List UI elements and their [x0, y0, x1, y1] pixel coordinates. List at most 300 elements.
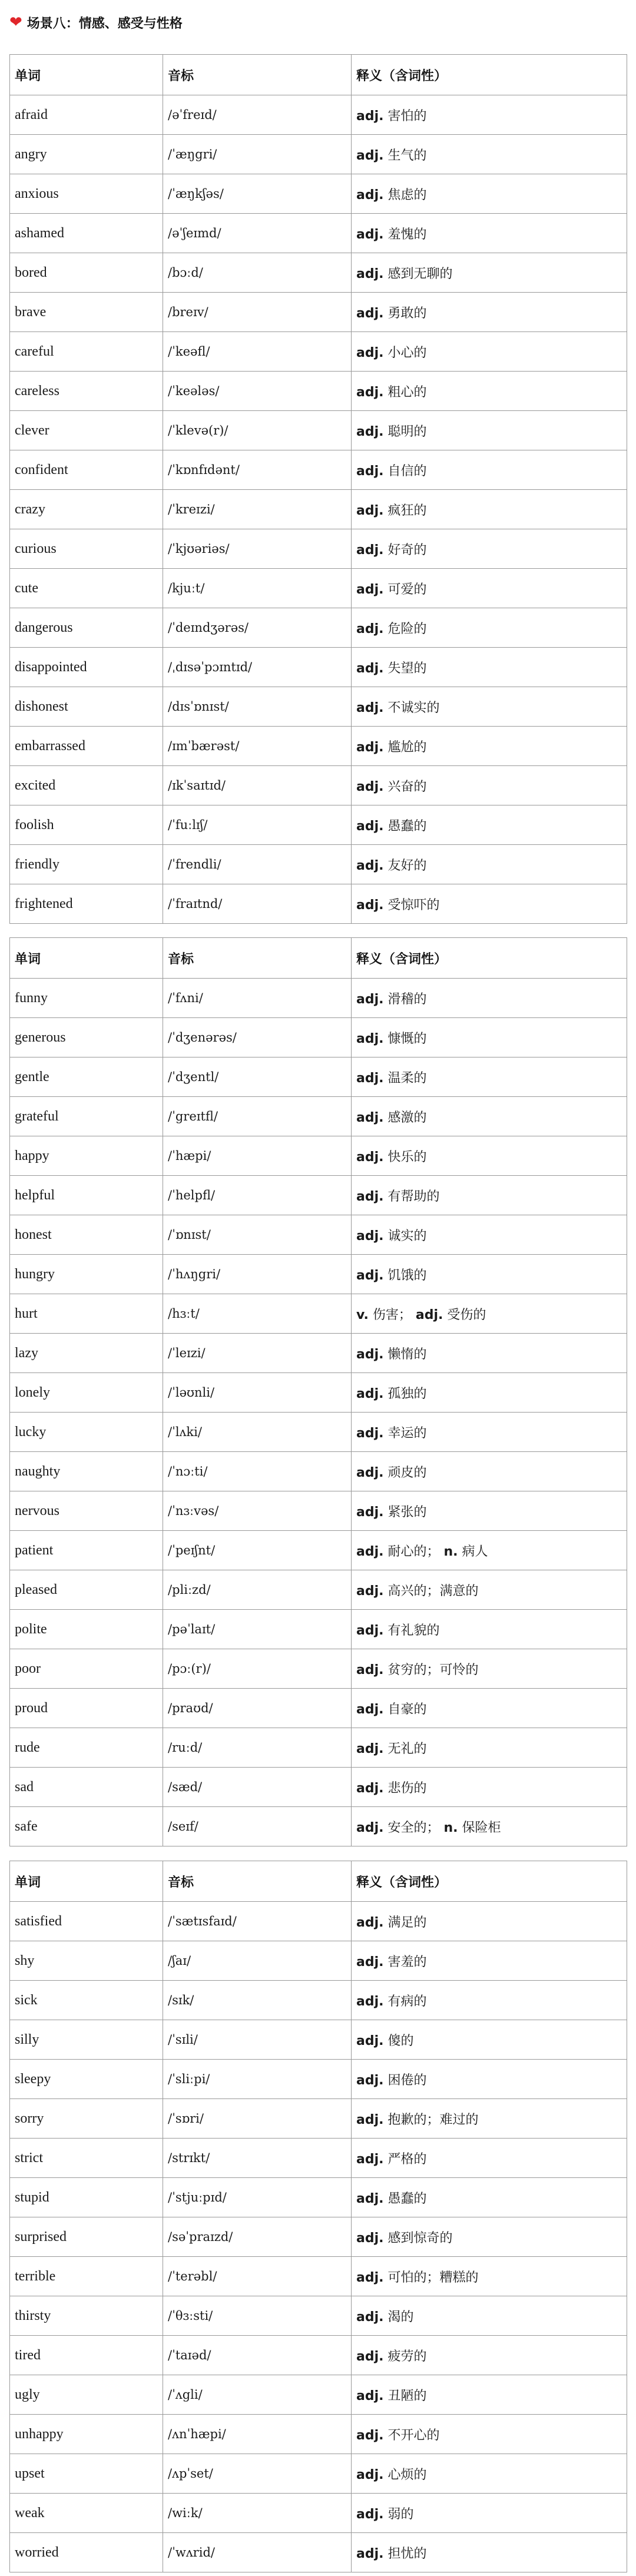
- part-of-speech: adj.: [356, 1781, 384, 1796]
- word-cell: stupid: [10, 2178, 163, 2217]
- meaning-cell: [352, 2375, 627, 2415]
- meaning-text: 聪明的: [387, 424, 427, 439]
- meaning-text: 不开心的: [387, 2428, 440, 2443]
- meaning-cell: [352, 1531, 627, 1570]
- phonetic-cell: /ˈæŋkʃəs/: [163, 174, 352, 214]
- meaning-text: 悲伤的: [387, 1781, 427, 1796]
- phonetic-cell: /ruːd/: [163, 1728, 352, 1768]
- meaning-cell: [352, 372, 627, 411]
- meaning-cell: [352, 884, 627, 924]
- table-row: [10, 1294, 627, 1334]
- meaning-cell: [352, 2178, 627, 2217]
- word-cell: confident: [10, 450, 163, 490]
- table-row: [10, 1255, 627, 1294]
- meaning-cell: [352, 1491, 627, 1531]
- word-cell: disappointed: [10, 648, 163, 687]
- phonetic-cell: /ˈfuːlɪʃ/: [163, 805, 352, 845]
- phonetic-cell: /ˈfraɪtnd/: [163, 884, 352, 924]
- meaning-cell: [352, 2020, 627, 2060]
- table-row: [10, 174, 627, 214]
- part-of-speech: adj.: [356, 2270, 384, 2285]
- word-cell: clever: [10, 411, 163, 450]
- table-row: [10, 332, 627, 372]
- part-of-speech: adj.: [356, 384, 384, 400]
- meaning-text: 可爱的: [387, 582, 427, 597]
- meaning-text: 勇敢的: [387, 306, 427, 321]
- word-cell: happy: [10, 1136, 163, 1176]
- meaning-text: 安全的；: [387, 1820, 440, 1835]
- phonetic-cell: /ɪmˈbærəst/: [163, 727, 352, 766]
- meaning-text: 自豪的: [387, 1702, 427, 1717]
- part-of-speech: adj.: [356, 1915, 384, 1930]
- phonetic-cell: /pɔː(r)/: [163, 1649, 352, 1689]
- meaning-text: 生气的: [387, 148, 427, 163]
- word-cell: sorry: [10, 2099, 163, 2139]
- phonetic-cell: /bɔːd/: [163, 253, 352, 293]
- phonetic-cell: /ˈsætɪsfaɪd/: [163, 1902, 352, 1941]
- part-of-speech: adj.: [356, 2151, 384, 2167]
- meaning-text: 感到无聊的: [387, 266, 453, 281]
- phonetic-cell: /ˈgreɪtfl/: [163, 1097, 352, 1136]
- part-of-speech: adj.: [356, 1268, 384, 1283]
- part-of-speech: adj.: [356, 2230, 384, 2246]
- table-row: [10, 1807, 627, 1846]
- table-row: [10, 2139, 627, 2178]
- meaning-text: 有礼貌的: [387, 1623, 440, 1638]
- table-row: [10, 2375, 627, 2415]
- meaning-text: 有帮助的: [387, 1189, 440, 1204]
- part-of-speech: adj.: [356, 1741, 384, 1756]
- meaning-cell: [352, 174, 627, 214]
- meaning-cell: [352, 727, 627, 766]
- part-of-speech: adj.: [356, 1149, 384, 1165]
- table-row: [10, 979, 627, 1018]
- meaning-text: 羞愧的: [387, 227, 427, 242]
- meaning-cell: [352, 1902, 627, 1941]
- meaning-cell: [352, 2336, 627, 2375]
- part-of-speech: adj.: [356, 661, 384, 676]
- meaning-text: 孤独的: [387, 1386, 427, 1401]
- word-cell: brave: [10, 293, 163, 332]
- phonetic-cell: /ˈnɔːti/: [163, 1452, 352, 1491]
- word-cell: poor: [10, 1649, 163, 1689]
- meaning-cell: [352, 1413, 627, 1452]
- meaning-cell: [352, 1610, 627, 1649]
- word-cell: strict: [10, 2139, 163, 2178]
- table-row: [10, 2296, 627, 2336]
- meaning-text: 小心的: [387, 345, 427, 360]
- table-row: [10, 1941, 627, 1981]
- word-cell: hungry: [10, 1255, 163, 1294]
- table-row: [10, 2099, 627, 2139]
- table-row: [10, 1215, 627, 1255]
- part-of-speech: adj.: [356, 1954, 384, 1970]
- meaning-text: 饥饿的: [387, 1268, 427, 1283]
- part-of-speech: adj.: [356, 345, 384, 360]
- word-cell: foolish: [10, 805, 163, 845]
- word-cell: generous: [10, 1018, 163, 1057]
- meaning-text: 滑稽的: [387, 992, 427, 1007]
- part-of-speech: adj.: [356, 1994, 384, 2009]
- meaning-text: 好奇的: [387, 542, 427, 558]
- meaning-text: 疯狂的: [387, 503, 427, 518]
- meaning-text: 紧张的: [387, 1504, 427, 1520]
- part-of-speech: adj.: [356, 2467, 384, 2482]
- word-cell: angry: [10, 135, 163, 174]
- meaning-text: 渴的: [387, 2309, 414, 2325]
- meaning-text: 感到惊奇的: [387, 2230, 453, 2246]
- word-cell: surprised: [10, 2217, 163, 2257]
- meaning-text: 愚蠢的: [387, 2191, 427, 2206]
- meaning-cell: [352, 2296, 627, 2336]
- word-cell: ugly: [10, 2375, 163, 2415]
- meaning-cell: [352, 2533, 627, 2572]
- table-row: [10, 1570, 627, 1610]
- word-cell: friendly: [10, 845, 163, 884]
- word-cell: afraid: [10, 95, 163, 135]
- meaning-text: 受惊吓的: [387, 897, 440, 913]
- word-cell: embarrassed: [10, 727, 163, 766]
- part-of-speech: adj.: [356, 424, 384, 439]
- meaning-cell: [352, 1215, 627, 1255]
- part-of-speech: adj.: [356, 700, 384, 715]
- word-cell: honest: [10, 1215, 163, 1255]
- meaning-text: 抱歉的；难过的: [387, 2112, 479, 2127]
- part-of-speech: adj.: [356, 1228, 384, 1244]
- table-row: [10, 687, 627, 727]
- word-cell: cute: [10, 569, 163, 608]
- meaning-cell: [352, 1941, 627, 1981]
- word-cell: hurt: [10, 1294, 163, 1334]
- word-cell: polite: [10, 1610, 163, 1649]
- table-row: [10, 411, 627, 450]
- meaning-text: 尴尬的: [387, 740, 427, 755]
- word-cell: satisfied: [10, 1902, 163, 1941]
- meaning-text: 严格的: [387, 2151, 427, 2167]
- part-of-speech: adj.: [356, 542, 384, 558]
- meaning-cell: [352, 1689, 627, 1728]
- meaning-text: 自信的: [387, 463, 427, 479]
- table-row: [10, 1334, 627, 1373]
- meaning-cell: [352, 95, 627, 135]
- vocab-table: [9, 937, 627, 1846]
- word-cell: terrible: [10, 2257, 163, 2296]
- word-cell: dangerous: [10, 608, 163, 648]
- table-row: [10, 845, 627, 884]
- word-cell: upset: [10, 2454, 163, 2494]
- meaning-text: 兴奋的: [387, 779, 427, 794]
- table-row: [10, 884, 627, 924]
- word-cell: lazy: [10, 1334, 163, 1373]
- table-row: [10, 2217, 627, 2257]
- meaning-text: 友好的: [387, 858, 427, 873]
- meaning-text: 无礼的: [387, 1741, 427, 1756]
- meaning-cell: [352, 2099, 627, 2139]
- table-row: [10, 2257, 627, 2296]
- table-row: [10, 1018, 627, 1057]
- phonetic-cell: /əˈʃeɪmd/: [163, 214, 352, 253]
- meaning-cell: [352, 1136, 627, 1176]
- meaning-cell: [352, 253, 627, 293]
- header-word: 单词: [10, 55, 163, 95]
- part-of-speech: adj.: [415, 1307, 443, 1322]
- part-of-speech: adj.: [356, 306, 384, 321]
- table-row: [10, 529, 627, 569]
- phonetic-cell: /ˈtaɪəd/: [163, 2336, 352, 2375]
- table-row: [10, 1136, 627, 1176]
- page-title: [9, 11, 183, 34]
- table-row: [10, 1373, 627, 1413]
- table-row: [10, 214, 627, 253]
- word-cell: grateful: [10, 1097, 163, 1136]
- table-row: [10, 569, 627, 608]
- meaning-cell: [352, 450, 627, 490]
- word-cell: pleased: [10, 1570, 163, 1610]
- table-row: [10, 1689, 627, 1728]
- table-row: [10, 1531, 627, 1570]
- word-cell: curious: [10, 529, 163, 569]
- phonetic-cell: /ˈkjʊəriəs/: [163, 529, 352, 569]
- part-of-speech: adj.: [356, 2349, 384, 2364]
- phonetic-cell: /ˈhæpi/: [163, 1136, 352, 1176]
- phonetic-cell: /ˈkreɪzi/: [163, 490, 352, 529]
- table-row: [10, 2454, 627, 2494]
- meaning-cell: [352, 1981, 627, 2020]
- meaning-cell: [352, 135, 627, 174]
- header-meaning: 释义（含词性）: [352, 1861, 627, 1902]
- phonetic-cell: /əˈfreɪd/: [163, 95, 352, 135]
- word-cell: dishonest: [10, 687, 163, 727]
- table-row: [10, 2060, 627, 2099]
- part-of-speech: adj.: [356, 1465, 384, 1480]
- word-cell: worried: [10, 2533, 163, 2572]
- header-phonetic: 音标: [163, 55, 352, 95]
- word-cell: silly: [10, 2020, 163, 2060]
- part-of-speech: adj.: [356, 2428, 384, 2443]
- phonetic-cell: /dɪsˈɒnɪst/: [163, 687, 352, 727]
- meaning-cell: [352, 2454, 627, 2494]
- phonetic-cell: /ˈfrendli/: [163, 845, 352, 884]
- meaning-cell: [352, 608, 627, 648]
- phonetic-cell: /ˈsɒri/: [163, 2099, 352, 2139]
- header-meaning: 释义（含词性）: [352, 55, 627, 95]
- part-of-speech: adj.: [356, 992, 384, 1007]
- heart-icon: ❤: [9, 14, 22, 31]
- part-of-speech: adj.: [356, 1110, 384, 1125]
- word-cell: tired: [10, 2336, 163, 2375]
- phonetic-cell: /hɜːt/: [163, 1294, 352, 1334]
- meaning-text: 诚实的: [387, 1228, 427, 1244]
- part-of-speech: adj.: [356, 1031, 384, 1046]
- meaning-cell: [352, 687, 627, 727]
- part-of-speech: adj.: [356, 2546, 384, 2561]
- phonetic-cell: /ʌnˈhæpi/: [163, 2415, 352, 2454]
- part-of-speech: adj.: [356, 2191, 384, 2206]
- meaning-cell: [352, 332, 627, 372]
- word-cell: sad: [10, 1768, 163, 1807]
- part-of-speech: adj.: [356, 1583, 384, 1599]
- meaning-text: 害羞的: [387, 1954, 427, 1970]
- word-cell: careful: [10, 332, 163, 372]
- meaning-cell: [352, 2257, 627, 2296]
- meaning-text: 贫穷的；可怜的: [387, 1662, 479, 1677]
- part-of-speech: adj.: [356, 2388, 384, 2403]
- phonetic-cell: /ɪkˈsaɪtɪd/: [163, 766, 352, 805]
- meaning-cell: [352, 1768, 627, 1807]
- header-phonetic: 音标: [163, 938, 352, 979]
- table-row: [10, 1176, 627, 1215]
- phonetic-cell: /ˈkɒnfɪdənt/: [163, 450, 352, 490]
- phonetic-cell: /ˈdeɪndʒərəs/: [163, 608, 352, 648]
- table-row: [10, 727, 627, 766]
- meaning-cell: [352, 569, 627, 608]
- phonetic-cell: /sɪk/: [163, 1981, 352, 2020]
- part-of-speech: adj.: [356, 227, 384, 242]
- word-cell: anxious: [10, 174, 163, 214]
- phonetic-cell: /ˈterəbl/: [163, 2257, 352, 2296]
- table-row: [10, 1452, 627, 1491]
- table-row: [10, 1057, 627, 1097]
- meaning-cell: [352, 1176, 627, 1215]
- phonetic-cell: /ʃaɪ/: [163, 1941, 352, 1981]
- phonetic-cell: /ˈnɜːvəs/: [163, 1491, 352, 1531]
- table-row: [10, 1097, 627, 1136]
- table-row: [10, 2494, 627, 2533]
- word-cell: rude: [10, 1728, 163, 1768]
- meaning-cell: [352, 2415, 627, 2454]
- phonetic-cell: /ˌdɪsəˈpɔɪntɪd/: [163, 648, 352, 687]
- phonetic-cell: /ˈsliːpi/: [163, 2060, 352, 2099]
- part-of-speech: adj.: [356, 2112, 384, 2127]
- meaning-cell: [352, 1334, 627, 1373]
- part-of-speech: adj.: [356, 266, 384, 281]
- meaning-text: 保险柜: [462, 1820, 501, 1835]
- phonetic-cell: /kjuːt/: [163, 569, 352, 608]
- phonetic-cell: /ˈlʌki/: [163, 1413, 352, 1452]
- phonetic-cell: /ˈhʌŋgri/: [163, 1255, 352, 1294]
- word-cell: crazy: [10, 490, 163, 529]
- table-row: [10, 1413, 627, 1452]
- meaning-text: 不诚实的: [387, 700, 440, 715]
- word-cell: careless: [10, 372, 163, 411]
- table-row: [10, 608, 627, 648]
- part-of-speech: adj.: [356, 1702, 384, 1717]
- table-row: [10, 253, 627, 293]
- word-cell: excited: [10, 766, 163, 805]
- phonetic-cell: /strɪkt/: [163, 2139, 352, 2178]
- meaning-text: 满足的: [387, 1915, 427, 1930]
- meaning-cell: [352, 1452, 627, 1491]
- phonetic-cell: /ˈləʊnli/: [163, 1373, 352, 1413]
- part-of-speech: adj.: [356, 1070, 384, 1086]
- phonetic-cell: /ˈwʌrid/: [163, 2533, 352, 2572]
- meaning-cell: [352, 1728, 627, 1768]
- table-row: [10, 372, 627, 411]
- phonetic-cell: /praʊd/: [163, 1689, 352, 1728]
- part-of-speech: n.: [443, 1820, 458, 1835]
- phonetic-cell: /breɪv/: [163, 293, 352, 332]
- meaning-text: 慷慨的: [387, 1031, 427, 1046]
- part-of-speech: adj.: [356, 740, 384, 755]
- vocab-table: [9, 1861, 627, 2572]
- table-row: [10, 1981, 627, 2020]
- meaning-text: 有病的: [387, 1994, 427, 2009]
- phonetic-cell: /ˈæŋgri/: [163, 135, 352, 174]
- table-row: [10, 95, 627, 135]
- meaning-cell: [352, 1294, 627, 1334]
- part-of-speech: adj.: [356, 2507, 384, 2522]
- table-row: [10, 2020, 627, 2060]
- phonetic-cell: /ˈkeələs/: [163, 372, 352, 411]
- vocab-table: [9, 54, 627, 924]
- phonetic-cell: /ˈpeɪʃnt/: [163, 1531, 352, 1570]
- meaning-text: 疲劳的: [387, 2349, 427, 2364]
- meaning-cell: [352, 2494, 627, 2533]
- word-cell: sleepy: [10, 2060, 163, 2099]
- meaning-cell: [352, 2060, 627, 2099]
- meaning-text: 焦虑的: [387, 187, 427, 203]
- meaning-cell: [352, 2217, 627, 2257]
- meaning-cell: [352, 529, 627, 569]
- table-row: [10, 805, 627, 845]
- phonetic-cell: /ˈstjuːpɪd/: [163, 2178, 352, 2217]
- word-cell: patient: [10, 1531, 163, 1570]
- meaning-text: 困倦的: [387, 2073, 427, 2088]
- meaning-text: 愚蠢的: [387, 818, 427, 834]
- word-cell: helpful: [10, 1176, 163, 1215]
- header-phonetic: 音标: [163, 1861, 352, 1902]
- phonetic-cell: /pliːzd/: [163, 1570, 352, 1610]
- meaning-cell: [352, 1570, 627, 1610]
- phonetic-cell: /ʌpˈset/: [163, 2454, 352, 2494]
- table-row: [10, 2533, 627, 2572]
- word-cell: lucky: [10, 1413, 163, 1452]
- meaning-text: 快乐的: [387, 1149, 427, 1165]
- phonetic-cell: /ˈsɪli/: [163, 2020, 352, 2060]
- part-of-speech: adj.: [356, 2309, 384, 2325]
- table-header-row: [10, 1861, 627, 1902]
- part-of-speech: adj.: [356, 858, 384, 873]
- part-of-speech: adj.: [356, 1504, 384, 1520]
- meaning-text: 温柔的: [387, 1070, 427, 1086]
- part-of-speech: adj.: [356, 1544, 384, 1559]
- meaning-text: 耐心的；: [387, 1544, 440, 1559]
- meaning-cell: [352, 490, 627, 529]
- phonetic-cell: /ˈdʒentl/: [163, 1057, 352, 1097]
- table-row: [10, 1610, 627, 1649]
- phonetic-cell: /səˈpraɪzd/: [163, 2217, 352, 2257]
- table-row: [10, 1768, 627, 1807]
- part-of-speech: adj.: [356, 897, 384, 913]
- meaning-text: 害怕的: [387, 108, 427, 124]
- part-of-speech: n.: [443, 1544, 458, 1559]
- meaning-cell: [352, 1649, 627, 1689]
- word-cell: thirsty: [10, 2296, 163, 2336]
- meaning-text: 担忧的: [387, 2546, 427, 2561]
- phonetic-cell: /ˈklevə(r)/: [163, 411, 352, 450]
- word-cell: ashamed: [10, 214, 163, 253]
- part-of-speech: adj.: [356, 148, 384, 163]
- phonetic-cell: /ˈɒnɪst/: [163, 1215, 352, 1255]
- phonetic-cell: /ˈhelpfl/: [163, 1176, 352, 1215]
- part-of-speech: adj.: [356, 621, 384, 636]
- meaning-text: 心烦的: [387, 2467, 427, 2482]
- phonetic-cell: /sæd/: [163, 1768, 352, 1807]
- table-row: [10, 2415, 627, 2454]
- part-of-speech: adj.: [356, 1623, 384, 1638]
- part-of-speech: adj.: [356, 463, 384, 479]
- phonetic-cell: /ˈdʒenərəs/: [163, 1018, 352, 1057]
